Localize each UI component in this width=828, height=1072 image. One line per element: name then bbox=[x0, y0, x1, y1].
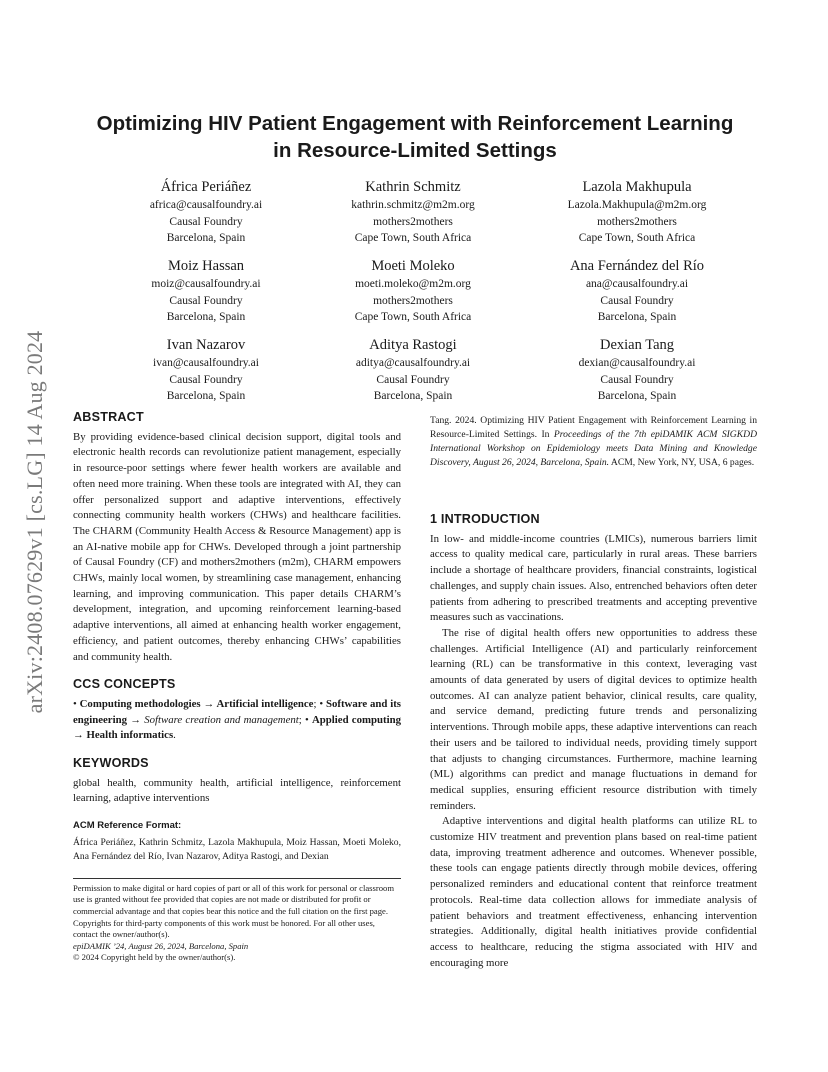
author-email[interactable]: kathrin.schmitz@m2m.org bbox=[351, 199, 475, 211]
keywords-text: global health, community health, artificial intelligence, reinforcement learning, adaptive interventions bbox=[73, 776, 401, 805]
author-entry bbox=[86, 256, 326, 326]
intro-paragraph: The rise of digital health offers new opportunities to address these challenges. Artificial Intelligence (AI) and particularly reinforcement learning (RL) can be transformative in this context, leveraging vast amounts of data generated by users of digital devices to optimize health outcomes. AI can analyze patient behavior, clinical results, care quality, and service demand, predicting future trends and personalizing interventions. Through mobile apps, these adaptive interventions can reach their users and be tailored to individual needs, providing timely support that adjusts to changing circumstances. Furthermore, machine learning (ML) algorithms can predict and manage fluctuations in demand for medical supplies, ensuring efficient resource distribution with timely reminders. bbox=[430, 626, 757, 812]
acm-ref-continued bbox=[430, 414, 757, 470]
arxiv-identifier: arXiv:2408.07629v1 [cs.LG] 14 Aug 2024 bbox=[22, 330, 47, 714]
intro-heading: 1 INTRODUCTION bbox=[430, 512, 540, 526]
author-email[interactable]: ivan@causalfoundry.ai bbox=[153, 357, 259, 369]
author-entry bbox=[517, 256, 757, 326]
author-affiliation: Causal Foundry bbox=[376, 373, 450, 386]
author-location: Barcelona, Spain bbox=[597, 311, 677, 323]
author-name: Lazola Makhupula bbox=[582, 179, 692, 195]
author-email[interactable]: africa@causalfoundry.ai bbox=[149, 199, 263, 211]
author-email[interactable]: moiz@causalfoundry.ai bbox=[151, 278, 261, 290]
author-affiliation: Causal Foundry bbox=[600, 373, 674, 386]
keywords-heading: KEYWORDS bbox=[73, 756, 149, 771]
ccs-bullet: • bbox=[305, 713, 309, 726]
paper-title: Optimizing HIV Patient Engagement with Reinforcement Learning in Resource-Limited Settings bbox=[96, 112, 734, 162]
author-entry bbox=[293, 177, 533, 247]
author-entry bbox=[86, 335, 326, 405]
ccs-concepts: • Computing methodologies → Artificial intelligence; • Software and its engineering → Software creation and management; • Applied computing → Health informatics. bbox=[73, 697, 402, 742]
author-location: Cape Town, South Africa bbox=[578, 232, 696, 244]
acm-ref-cont-text: Tang. 2024. Optimizing HIV Patient Engagement with Reinforcement Learning in Resource-Limited Settings. In bbox=[430, 415, 757, 440]
author-location: Barcelona, Spain bbox=[597, 390, 677, 402]
author-affiliation: mothers2mothers bbox=[373, 215, 453, 228]
author-location: Barcelona, Spain bbox=[166, 232, 246, 244]
author-email[interactable]: ana@causalfoundry.ai bbox=[585, 278, 689, 290]
arxiv-stamp bbox=[20, 282, 50, 762]
author-affiliation: Causal Foundry bbox=[600, 294, 674, 307]
permission-venue: epiDAMIK ’24, August 26, 2024, Barcelona, Spain bbox=[73, 940, 249, 951]
author-email[interactable]: Lazola.Makhupula@m2m.org bbox=[567, 199, 707, 211]
author-name: Dexian Tang bbox=[599, 337, 674, 353]
author-email[interactable]: dexian@causalfoundry.ai bbox=[578, 357, 696, 369]
ccs-bullet: • bbox=[319, 697, 324, 710]
author-name: Moiz Hassan bbox=[167, 258, 245, 274]
permission-notice bbox=[73, 878, 401, 964]
intro-paragraph: In low- and middle-income countries (LMICs), numerous barriers limit access to quality medical care, particularly in rural areas. These barriers include a shortage of healthcare providers, financial constraints, logistical challenges, and supply chain issues. Also, entrenched behaviors often deter patients from adhering to prescribed treatments and accepting preventive measures such as vaccinations. bbox=[430, 532, 757, 624]
author-entry bbox=[517, 177, 757, 247]
author-name: Ana Fernández del Río bbox=[569, 258, 705, 274]
author-name: Ivan Nazarov bbox=[166, 337, 246, 353]
author-location: Barcelona, Spain bbox=[373, 390, 453, 402]
right-column bbox=[430, 410, 757, 971]
author-name: Moeti Moleko bbox=[371, 258, 455, 274]
ccs-item-applied: Applied computing → Health informatics bbox=[73, 713, 402, 742]
left-column bbox=[73, 410, 401, 964]
copyright-line: © 2024 Copyright held by the owner/author(s). bbox=[73, 952, 236, 963]
author-location: Cape Town, South Africa bbox=[354, 232, 472, 244]
ccs-item-software: Software and its engineering → bbox=[73, 697, 402, 726]
ccs-item-software-sub: Software creation and management bbox=[144, 713, 299, 726]
author-affiliation: mothers2mothers bbox=[373, 294, 453, 307]
permission-text: Permission to make digital or hard copies of part or all of this work for personal or classroom use is granted without fee provided that copies are not made or distributed for profit or commercial advantage and that copies bear this notice and the full citation on the first page. Copyrights for third-party components of this work must be honored. For all other uses, contact the owner/author(s). bbox=[73, 882, 394, 940]
author-entry bbox=[293, 256, 533, 326]
author-name: África Periáñez bbox=[160, 179, 252, 195]
author-location: Barcelona, Spain bbox=[166, 311, 246, 323]
intro-paragraph: Adaptive interventions and digital health platforms can utilize RL to customize HIV treatment and prevention plans based on real-time patient data, improving treatment adherence and outcomes. Whenever possible, these tools can engage patients directly through mobile devices, offering personalized reminders and educational content that reinforce treatment protocols. Real-time data collection allows for immediate analysis of patient behaviors and treatment effectiveness, enhancing intervention strategies. Additionally, digital health initiatives provide confidential access to healthcare, reducing the stigma associated with HIV and encouraging more bbox=[430, 815, 757, 969]
author-affiliation: Causal Foundry bbox=[169, 373, 243, 386]
acm-ref-heading: ACM Reference Format: bbox=[73, 820, 182, 832]
author-entry bbox=[293, 335, 533, 405]
acm-ref-venue: Proceedings of the 7th epiDAMIK ACM SIGKDD International Workshop on Epidemiology meets Data Mining and Knowledge Discovery, August 26, 2024, Barcelona, Spain. bbox=[430, 429, 757, 468]
author-affiliation: mothers2mothers bbox=[597, 215, 677, 228]
author-location: Cape Town, South Africa bbox=[354, 311, 472, 323]
author-entry bbox=[86, 177, 326, 247]
author-affiliation: Causal Foundry bbox=[169, 294, 243, 307]
abstract-heading: ABSTRACT bbox=[73, 410, 144, 424]
acm-ref-tail: ACM, New York, NY, USA, 6 pages. bbox=[609, 457, 755, 468]
author-location: Barcelona, Spain bbox=[166, 390, 246, 402]
ccs-item-computing: Computing methodologies → Artificial intelligence bbox=[79, 697, 314, 710]
ccs-bullet: • bbox=[73, 697, 77, 710]
author-name: Aditya Rastogi bbox=[369, 337, 457, 353]
author-name: Kathrin Schmitz bbox=[365, 179, 461, 195]
acm-ref-authors: África Periáñez, Kathrin Schmitz, Lazola Makhupula, Moiz Hassan, Moeti Moleko, Ana Fernández del Río, Ivan Nazarov, Aditya Rastogi, and Dexian bbox=[73, 836, 401, 862]
author-affiliation: Causal Foundry bbox=[169, 215, 243, 228]
ccs-heading: CCS CONCEPTS bbox=[73, 677, 176, 692]
author-email[interactable]: moeti.moleko@m2m.org bbox=[355, 278, 471, 290]
abstract-text: By providing evidence-based clinical decision support, digital tools and electronic health records can revolutionize patient management, especially in resource-poor settings where fewer health workers are available and often need more training. When these tools are integrated with AI, they can offer personalized support and adaptive interventions, effectively connecting community health workers (CHWs) and healthcare facilities. The CHARM (Community Health Access & Resource Management) app is an AI-native mobile app for CHWs. Developed through a joint partnership of Causal Foundry (CF) and mothers2mothers (m2m), CHARM empowers CHWs, mainly local women, by streamlining case management, enhancing learning, and improving communication. This paper details CHARM’s development, integration, and upcoming reinforcement learning-based adaptive interventions, all aimed at enhancing health worker engagement, efficiency, and patient outcomes, thereby enhancing CHWs’ capabilities and community health. bbox=[73, 430, 401, 663]
author-email[interactable]: aditya@causalfoundry.ai bbox=[355, 357, 471, 369]
author-entry bbox=[517, 335, 757, 405]
